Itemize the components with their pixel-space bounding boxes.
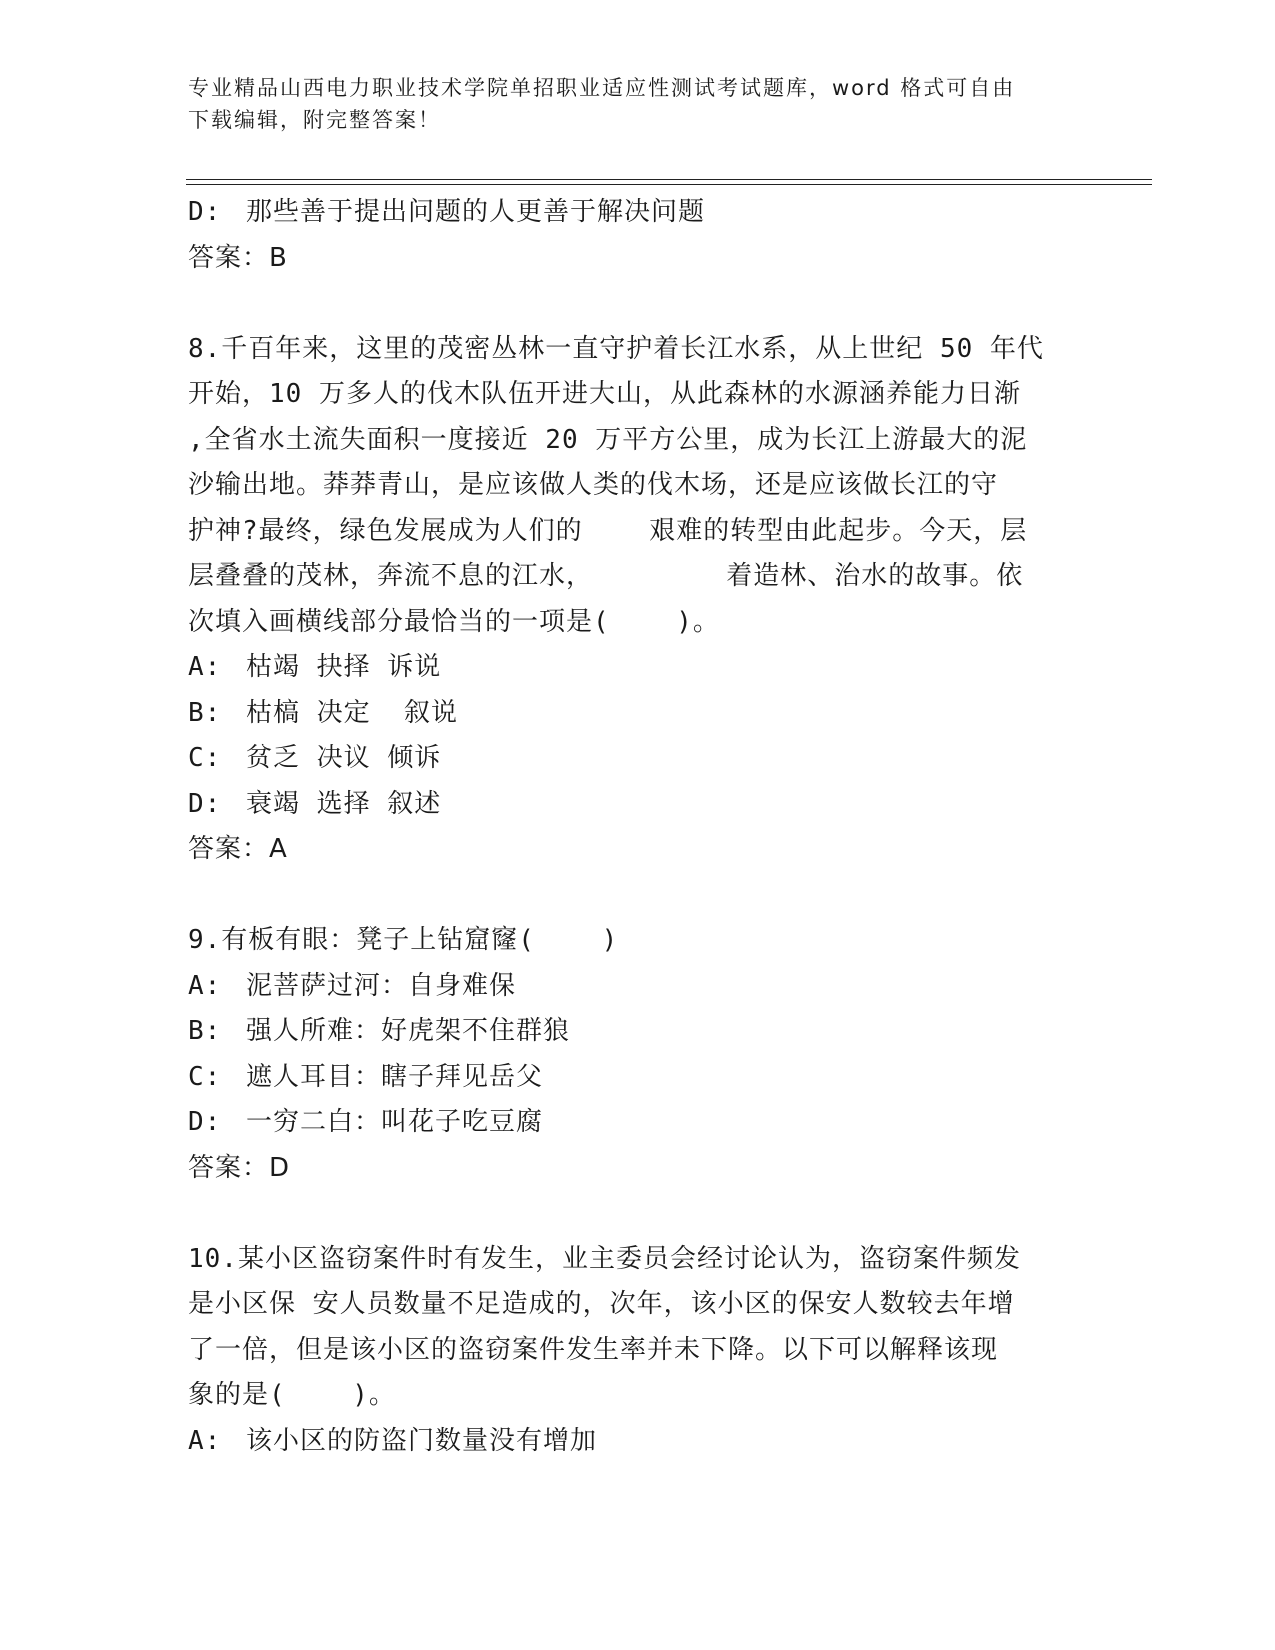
option-d xyxy=(188,782,1088,828)
option-c xyxy=(188,1055,1088,1101)
option-text: 枯槁 决定 叙说 xyxy=(246,697,458,728)
question-line: 了一倍，但是该小区的盗窃案件发生率并未下降。以下可以解释该现 xyxy=(188,1334,999,1365)
question-line: 开始，10 万多人的伐木队伍开进大山，从此森林的水源涵养能力日渐 xyxy=(188,379,1021,409)
option-text: 该小区的防盗门数量没有增加 xyxy=(246,1425,598,1456)
option-text: 贫乏 决议 倾诉 xyxy=(246,743,442,773)
spacer xyxy=(188,281,1088,327)
question-line: 层叠叠的茂林，奔流不息的江水， 着造林、治水的故事。依 xyxy=(188,561,1024,591)
question-line: ,全省水土流失面积一度接近 20 万平方公里，成为长江上游最大的泥 xyxy=(188,424,1028,455)
option-b xyxy=(188,1009,1088,1055)
option-label: D: xyxy=(188,1107,222,1137)
question-line: 次填入画横线部分最恰当的一项是( )。 xyxy=(188,606,720,637)
option-text: 枯竭 抉择 诉说 xyxy=(246,652,442,682)
option-label: A: xyxy=(188,652,222,682)
option-b xyxy=(188,691,1088,737)
question-line: 沙输出地。莽莽青山，是应该做人类的伐木场，还是应该做长江的守 xyxy=(188,470,999,500)
question-line: 10.某小区盗窃案件时有发生，业主委员会经讨论认为，盗窃案件频发 xyxy=(188,1243,1021,1274)
option-label: C: xyxy=(188,1061,222,1092)
option-label: A: xyxy=(188,970,222,1001)
question-line: 9.有板有眼：凳子上钻窟窿( ) xyxy=(188,925,619,955)
question-10 xyxy=(188,1237,1088,1465)
option-label: D: xyxy=(188,197,222,227)
answer-line: 答案：A xyxy=(188,834,288,864)
option-text: 一穷二白：叫花子吃豆腐 xyxy=(246,1107,544,1137)
option-a xyxy=(188,645,1088,691)
option-text: 遮人耳目：瞎子拜见岳父 xyxy=(246,1061,544,1092)
option-text: 泥菩萨过河：自身难保 xyxy=(246,970,517,1001)
option-text: 强人所难：好虎架不住群狼 xyxy=(246,1016,571,1046)
question-9 xyxy=(188,918,1088,1191)
option-d xyxy=(188,1100,1088,1146)
header-line-1: 专业精品山西电力职业技术学院单招职业适应性测试考试题库，word 格式可自由 xyxy=(188,76,1016,100)
option-label: B: xyxy=(188,697,222,728)
option-label: B: xyxy=(188,1016,222,1046)
option-a xyxy=(188,964,1088,1010)
header-rule-bottom xyxy=(186,184,1152,185)
option-label: D: xyxy=(188,788,222,819)
option-text: 那些善于提出问题的人更善于解决问题 xyxy=(246,197,706,227)
document-header xyxy=(188,72,1068,136)
question-line: 8.千百年来，这里的茂密丛林一直守护着长江水系，从上世纪 50 年代 xyxy=(188,333,1044,364)
option-label: C: xyxy=(188,743,222,773)
option-text: 衰竭 选择 叙述 xyxy=(246,788,442,819)
question-line: 是小区保 安人员数量不足造成的，次年，该小区的保安人数较去年增 xyxy=(188,1289,1015,1319)
option-d xyxy=(188,190,1088,236)
option-c xyxy=(188,736,1088,782)
option-a xyxy=(188,1419,1088,1465)
option-label: A: xyxy=(188,1425,222,1456)
answer-line: 答案：B xyxy=(188,242,288,273)
question-8 xyxy=(188,327,1088,873)
question-line: 象的是( )。 xyxy=(188,1380,396,1410)
spacer xyxy=(188,873,1088,919)
spacer xyxy=(188,1191,1088,1237)
answer-line: 答案：D xyxy=(188,1152,291,1183)
header-rule-top xyxy=(186,179,1152,180)
question-line: 护神?最终，绿色发展成为人们的 艰难的转型由此起步。今天，层 xyxy=(188,515,1028,546)
header-line-2: 下载编辑，附完整答案！ xyxy=(188,108,441,132)
questions-body xyxy=(188,190,1088,1464)
